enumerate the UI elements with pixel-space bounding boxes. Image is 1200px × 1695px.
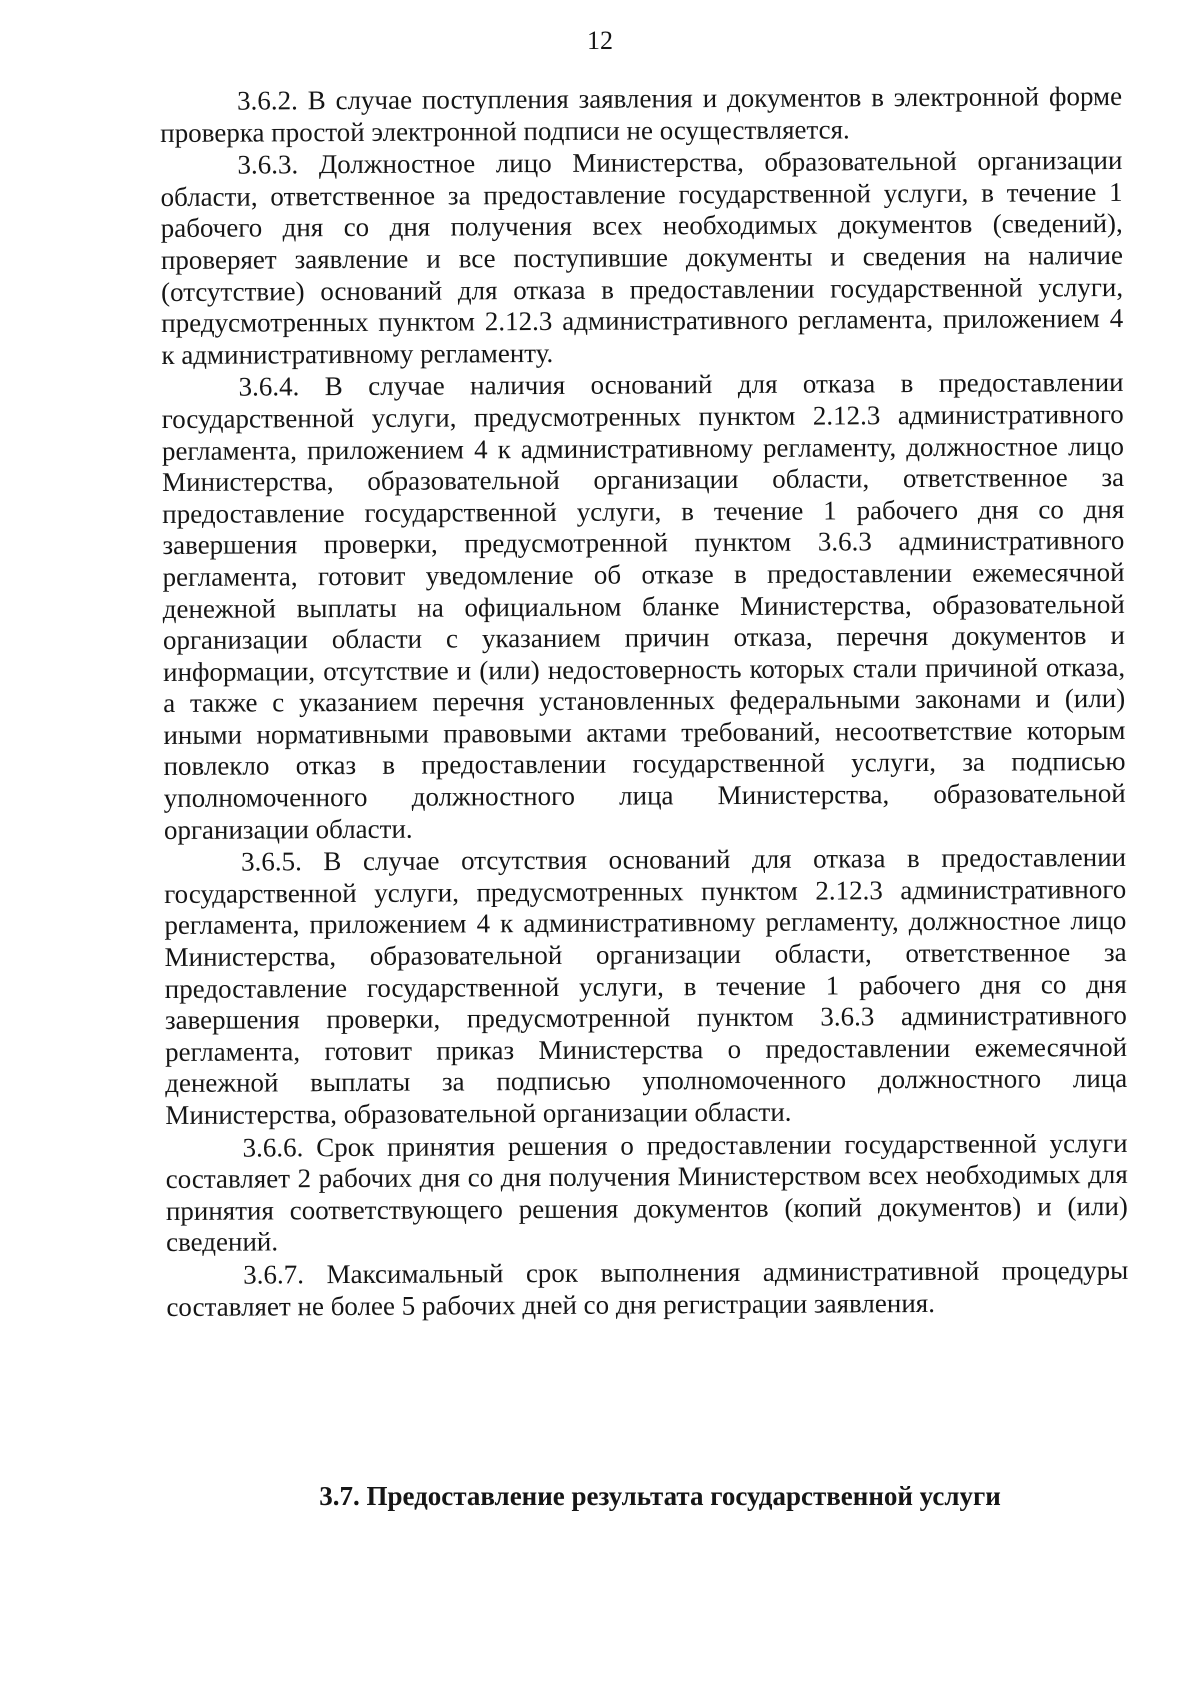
paragraph-3-6-6: 3.6.6. Срок принятия решения о предоставлении государственной услуги составляет 2 рабочих дня со дня получения Министерством всех необходимых для принятия соответствующего решения документов (копий документов) и (или) сведений. <box>165 1127 1128 1258</box>
paragraph-3-6-2: 3.6.2. В случае поступления заявления и документов в электронной форме проверка простой электронной подписи не осуществляется. <box>160 80 1123 148</box>
page-number: 12 <box>587 26 613 55</box>
paragraph-3-6-7: 3.6.7. Максимальный срок выполнения административной процедуры составляет не более 5 рабочих дней со дня регистрации заявления. <box>166 1254 1129 1322</box>
document-body <box>160 81 1128 1324</box>
paragraph-3-6-5: 3.6.5. В случае отсутствия оснований для отказа в предоставлении государственной услуги, предусмотренных пунктом 2.12.3 административного регламента, приложением 4 к административному регламенту, должностное лицо Министерства, образовательной организации области, ответственное за предоставление государственной услуги, в течение 1 рабочего дня со дня завершения проверки, предусмотренной пунктом 3.6.3 административного регламента, готовит приказ Министерства о предоставлении ежемесячной денежной выплаты за подписью уполномоченного должностного лица Министерства, образовательной организации области. <box>164 842 1128 1130</box>
paragraph-3-6-4: 3.6.4. В случае наличия оснований для отказа в предоставлении государственной услуги, предусмотренных пунктом 2.12.3 административного регламента, приложением 4 к административному регламенту, должностное лицо Министерства, образовательной организации области, ответственное за предоставление государственной услуги, в течение 1 рабочего дня со дня завершения проверки, предусмотренной пунктом 3.6.3 административного регламента, готовит уведомление об отказе в предоставлении ежемесячной денежной выплаты на официальном бланке Министерства, образовательной организации области с указанием причин отказа, перечня документов и информации, отсутствие и (или) недостоверность которых стали причиной отказа, а также с указанием перечня установленных федеральными законами и (или) иными нормативными правовыми актами требований, несоответствие которым повлекло отказ в предоставлении государственной услуги, за подписью уполномоченного должностного лица Министерства, образовательной организации области. <box>161 367 1126 845</box>
paragraph-3-6-3: 3.6.3. Должностное лицо Министерства, образовательной организации области, ответственное за предоставление государственной услуги, в течение 1 рабочего дня со дня получения всех необходимых документов (сведений), проверяет заявление и все поступившие документы и сведения на наличие (отсутствие) оснований для отказа в предоставлении государственной услуги, предусмотренных пунктом 2.12.3 административного регламента, приложением 4 к административному регламенту. <box>160 145 1124 370</box>
section-heading-3-7: 3.7. Предоставление результата государственной услуги <box>319 1481 1001 1511</box>
